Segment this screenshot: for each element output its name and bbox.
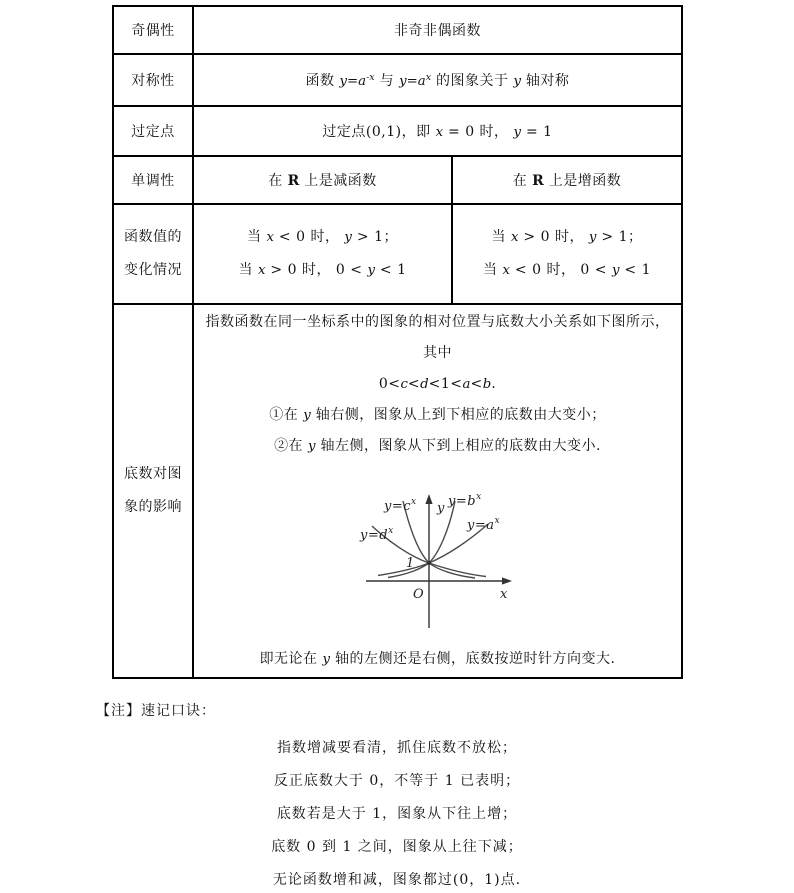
table-row-monotonicity	[113, 156, 682, 204]
value-change-right-cell	[452, 204, 682, 304]
origin-label: O	[413, 587, 425, 602]
intercept-label: 1	[406, 556, 415, 571]
mnemonic-block	[0, 732, 794, 893]
row-label-fixed-point: 过定点	[113, 106, 193, 156]
curve-c-label: $y=c^x$	[384, 497, 417, 514]
row-label-value-change	[113, 204, 193, 304]
y-axis-label: y	[437, 501, 445, 516]
base-effect-inequality: 0<c<d<1<a<b.	[378, 376, 497, 392]
row-label-line: 函数值的	[124, 229, 182, 245]
monotonicity-decreasing-cell: 在 R 上是减函数	[193, 156, 452, 204]
exponential-properties-table	[112, 5, 683, 679]
row-label-line: 变化情况	[124, 262, 182, 278]
row-label-monotonicity: 单调性	[113, 156, 193, 204]
row-label-line: 象的影响	[124, 499, 182, 515]
curve-b-label: $y=b^x$	[448, 492, 482, 509]
table-row-value-change	[113, 204, 682, 304]
base-effect-conclusion: 即无论在 y 轴的左侧还是右侧，底数按逆时针方向变大.	[259, 651, 616, 667]
table-row-symmetry	[113, 54, 682, 106]
mnemonic-line: 反正底数大于 0，不等于 1 已表明；	[273, 773, 521, 789]
row-label-base-effect	[113, 304, 193, 678]
row-label-symmetry: 对称性	[113, 54, 193, 106]
exponential-curves-graph	[348, 468, 560, 640]
row-label-line: 底数对图	[124, 466, 182, 482]
row-label-parity: 奇偶性	[113, 6, 193, 54]
parity-value: 非奇非偶函数	[193, 6, 682, 54]
base-effect-point1: ①在 y 轴右侧，图象从上到下相应的底数由大变小；	[269, 407, 606, 423]
x-axis-label: x	[500, 587, 508, 602]
curve-d-label: $y=d^x$	[360, 526, 394, 543]
mnemonic-line: 指数增减要看清，抓住底数不放松；	[277, 740, 517, 756]
table-row-base-effect	[113, 304, 682, 678]
mnemonic-line: 底数 0 到 1 之间，图象从上往下减；	[271, 839, 523, 855]
x-axis-arrow	[502, 577, 512, 584]
mnemonic-line: 底数若是大于 1，图象从下往上增；	[276, 806, 518, 822]
table-row-parity	[113, 6, 682, 54]
value-change-line: 当 x < 0 时， 0 < y < 1	[483, 262, 651, 278]
value-change-left-cell	[193, 204, 452, 304]
table-row-fixed-point	[113, 106, 682, 156]
value-change-line: 当 x > 0 时， y > 1；	[491, 229, 643, 245]
symmetry-value: 函数 $y=a^{-x}$ 与 $y=a^x$ 的图象关于 y 轴对称	[193, 54, 682, 106]
monotonicity-increasing-cell: 在 R 上是增函数	[452, 156, 682, 204]
base-effect-intro: 指数函数在同一坐标系中的图象的相对位置与底数大小关系如下图所示，其中	[205, 314, 670, 361]
exponential-curves-svg	[348, 468, 560, 636]
intercept-point	[427, 561, 431, 565]
y-axis-arrow	[425, 494, 432, 504]
value-change-line: 当 x > 0 时， 0 < y < 1	[238, 262, 407, 278]
base-effect-point2: ②在 y 轴左侧，图象从下到上相应的底数由大变小.	[274, 438, 601, 454]
value-change-line: 当 x < 0 时， y > 1；	[247, 229, 398, 245]
note-heading: 【注】速记口诀：	[96, 703, 216, 719]
fixed-point-value: 过定点(0,1)，即 x = 0 时， y = 1	[193, 106, 682, 156]
base-effect-cell	[193, 304, 682, 678]
curve-a-label: $y=a^x$	[467, 516, 501, 533]
mnemonic-line: 无论函数增和减，图象都过(0，1)点.	[272, 872, 522, 888]
